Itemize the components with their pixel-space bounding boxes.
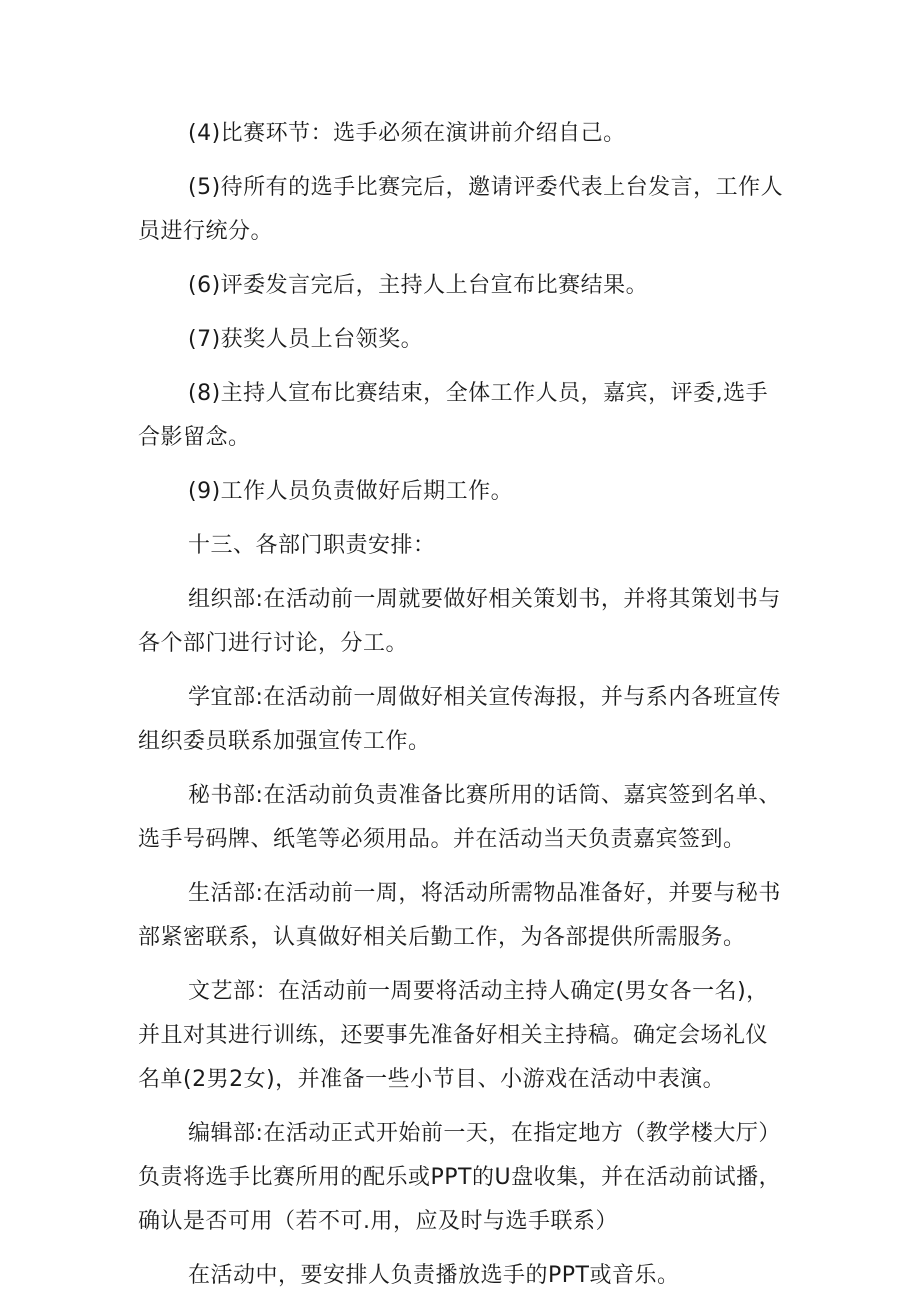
paragraph-step-7: (7)获奖人员上台领奖。 — [188, 327, 424, 352]
paragraph-playback-note: 在活动中，要安排人负责播放选手的PPT或音乐。 — [188, 1263, 680, 1288]
paragraph-arts-dept: 文艺部：在活动前一周要将活动主持人确定(男女各一名)，并且对其进行训练，还要事先准备好相关主持稿。确定会场礼仪名单(2男2女)，并准备一些小节目、小游戏在活动中表演。 — [138, 979, 769, 1092]
paragraph-secretariat-dept: 秘书部:在活动前负责准备比赛所用的话筒、嘉宾签到名单、选手号码牌、纸笔等必须用品。并在活动当天负责嘉宾签到。 — [138, 783, 781, 852]
paragraph-life-dept: 生活部:在活动前一周，将活动所需物品准备好，并要与秘书部紧密联系，认真做好相关后勤工作，为各部提供所需服务。 — [138, 881, 781, 950]
paragraph-organization-dept: 组织部:在活动前一周就要做好相关策划书，并将其策划书与各个部门进行讨论，分工。 — [138, 587, 781, 656]
paragraph-publicity-dept: 学宜部:在活动前一周做好相关宣传海报，并与系内各班宣传组织委员联系加强宣传工作。 — [138, 685, 781, 754]
paragraph-step-6: (6)评委发言完后，主持人上台宣布比赛结果。 — [188, 273, 649, 298]
document-body — [138, 112, 788, 1308]
paragraph-editorial-dept: 编辑部:在活动正式开始前一天，在指定地方（教学楼大厅）负责将选手比赛所用的配乐或PPT的U盘收集，并在活动前试播，确认是否可用（若不可.用，应及时与选手联系） — [138, 1121, 782, 1234]
paragraph-step-5: (5)待所有的选手比赛完后，邀请评委代表上台发言，工作人员进行统分。 — [138, 175, 784, 244]
paragraph-step-9: (9)工作人员负责做好后期工作。 — [188, 479, 514, 504]
section-heading: 十三、各部门职责安排： — [188, 533, 436, 558]
paragraph-step-8: (8)主持人宣布比赛结束，全体工作人员，嘉宾，评委,选手合影留念。 — [138, 381, 769, 450]
paragraph-step-4: (4)比赛环节：选手必须在演讲前介绍自己。 — [188, 121, 626, 146]
